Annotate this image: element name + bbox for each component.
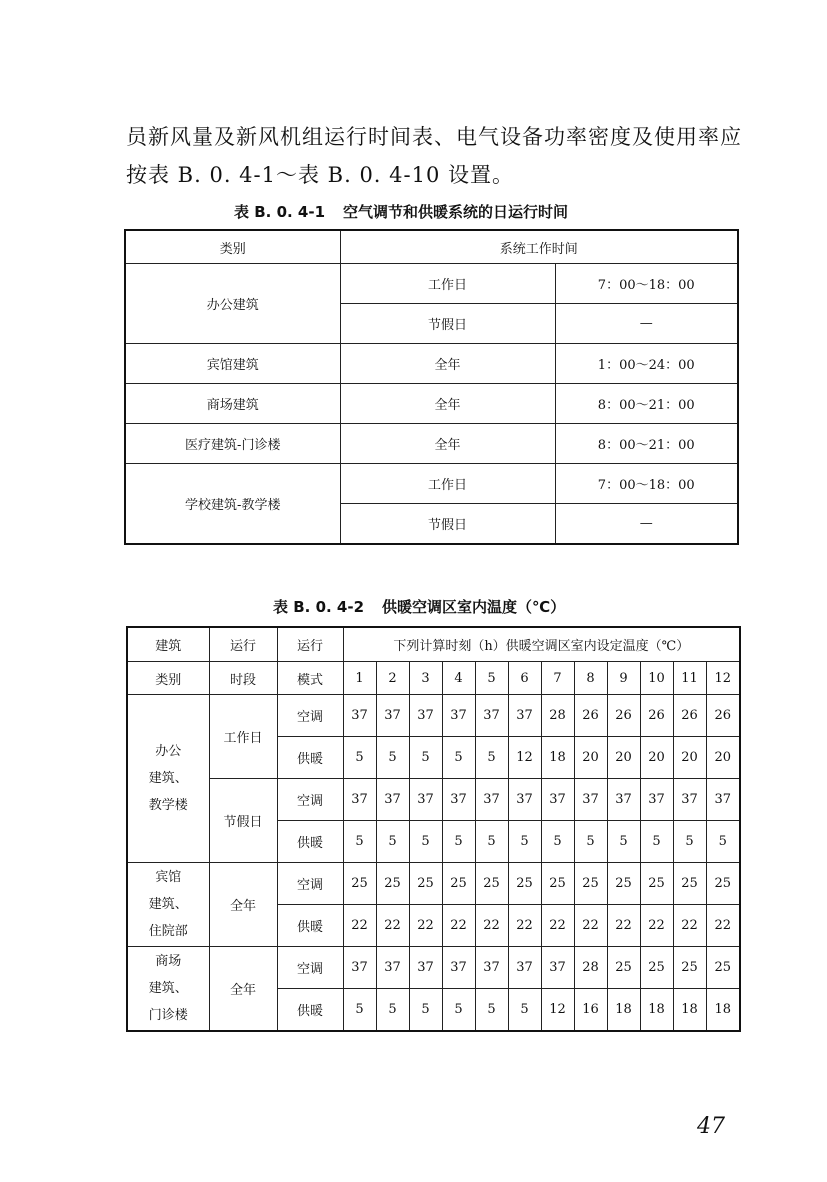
table2-value: 25 <box>442 863 475 905</box>
table2-value: 37 <box>376 947 409 989</box>
table2-building-type-line: 宾馆 <box>155 870 182 885</box>
table1-title: 空气调节和供暖系统的日运行时间 <box>343 203 569 221</box>
table-row <box>125 264 738 304</box>
table2-value: 25 <box>706 863 740 905</box>
table2-value: 37 <box>607 779 640 821</box>
table2-value: 25 <box>541 863 574 905</box>
intro-line-2: 按表 B. 0. 4-1～表 B. 0. 4-10 设置。 <box>126 163 515 187</box>
table2-mode: 空调 <box>277 695 343 737</box>
table2-value: 25 <box>607 863 640 905</box>
table1-period: 全年 <box>340 344 555 384</box>
table2-building-type <box>127 695 209 863</box>
table2-value: 37 <box>508 947 541 989</box>
table2-value: 12 <box>541 989 574 1032</box>
table2-building-type <box>127 863 209 947</box>
table2-value: 26 <box>574 695 607 737</box>
table2-value: 18 <box>607 989 640 1032</box>
table1-category: 学校建筑-教学楼 <box>125 464 340 545</box>
table2-value: 5 <box>475 821 508 863</box>
table1-category: 商场建筑 <box>125 384 340 424</box>
table2-value: 25 <box>574 863 607 905</box>
table1-category: 办公建筑 <box>125 264 340 344</box>
table2-value: 22 <box>706 905 740 947</box>
table2-value: 25 <box>508 863 541 905</box>
table2-value: 20 <box>574 737 607 779</box>
table2-value: 37 <box>475 695 508 737</box>
table2-value: 37 <box>442 695 475 737</box>
table2-building-type-line: 住院部 <box>148 924 188 939</box>
table2-value: 5 <box>442 821 475 863</box>
table2-value: 37 <box>409 695 442 737</box>
table2-value: 5 <box>673 821 706 863</box>
table2-value: 5 <box>706 821 740 863</box>
table2-value: 22 <box>607 905 640 947</box>
table2-hour-header: 11 <box>673 662 706 695</box>
table2-value: 5 <box>442 989 475 1032</box>
table2-value: 26 <box>706 695 740 737</box>
table2-title: 供暖空调区室内温度（℃） <box>382 598 566 616</box>
table2-indoor-temperature <box>126 626 741 1032</box>
table2-value: 5 <box>640 821 673 863</box>
table1-time: 1：00～24：00 <box>555 344 738 384</box>
table2-header-period-line2: 时段 <box>209 662 277 695</box>
table1-time: 7：00～18：00 <box>555 264 738 304</box>
intro-paragraph <box>126 118 746 194</box>
table1-time: 8：00～21：00 <box>555 384 738 424</box>
table2-hour-header: 1 <box>343 662 376 695</box>
table2-value: 25 <box>673 863 706 905</box>
table2-value: 37 <box>409 779 442 821</box>
table2-value: 37 <box>475 947 508 989</box>
table2-header-hours-caption: 下列计算时刻（h）供暖空调区室内设定温度（℃） <box>343 627 740 662</box>
table-row <box>125 384 738 424</box>
table-row <box>125 464 738 504</box>
table2-value: 22 <box>574 905 607 947</box>
table2-value: 25 <box>673 947 706 989</box>
table-row <box>127 863 740 905</box>
table2-hour-header: 7 <box>541 662 574 695</box>
table2-value: 20 <box>607 737 640 779</box>
table1-period: 工作日 <box>340 264 555 304</box>
table2-value: 25 <box>409 863 442 905</box>
table2-header-building-type-line1: 建筑 <box>127 627 209 662</box>
table1-caption <box>234 201 568 222</box>
table2-value: 12 <box>508 737 541 779</box>
table2-value: 26 <box>640 695 673 737</box>
table2-value: 37 <box>409 947 442 989</box>
table2-value: 18 <box>541 737 574 779</box>
table2-building-type-line: 商场 <box>155 954 182 969</box>
table2-hour-header: 10 <box>640 662 673 695</box>
table2-header-period-line1: 运行 <box>209 627 277 662</box>
table1-period: 节假日 <box>340 304 555 344</box>
table1-time: — <box>555 304 738 344</box>
table2-value: 22 <box>673 905 706 947</box>
table2-value: 22 <box>508 905 541 947</box>
table2-value: 5 <box>376 821 409 863</box>
table2-mode: 供暖 <box>277 737 343 779</box>
table1-number: 表 B. 0. 4-1 <box>234 203 326 221</box>
table2-value: 18 <box>673 989 706 1032</box>
table2-value: 37 <box>376 779 409 821</box>
table1-period: 节假日 <box>340 504 555 545</box>
table2-value: 16 <box>574 989 607 1032</box>
table2-value: 25 <box>706 947 740 989</box>
table2-value: 5 <box>343 989 376 1032</box>
table2-value: 5 <box>475 989 508 1032</box>
table2-hour-header: 5 <box>475 662 508 695</box>
table2-period: 节假日 <box>209 779 277 863</box>
table2-value: 5 <box>409 989 442 1032</box>
table2-value: 5 <box>376 737 409 779</box>
table2-value: 5 <box>508 989 541 1032</box>
table-row <box>127 947 740 989</box>
table2-value: 37 <box>640 779 673 821</box>
table-row <box>127 779 740 821</box>
table1-header-category: 类别 <box>125 230 340 264</box>
table2-value: 37 <box>343 947 376 989</box>
table2-value: 20 <box>640 737 673 779</box>
table2-value: 5 <box>475 737 508 779</box>
table2-value: 22 <box>640 905 673 947</box>
table2-building-type-line: 门诊楼 <box>148 1008 188 1023</box>
table2-value: 22 <box>475 905 508 947</box>
table2-value: 25 <box>607 947 640 989</box>
table2-period: 全年 <box>209 947 277 1032</box>
table1-category: 医疗建筑-门诊楼 <box>125 424 340 464</box>
table2-value: 28 <box>541 695 574 737</box>
table2-value: 37 <box>442 779 475 821</box>
table2-value: 37 <box>706 779 740 821</box>
table2-mode: 供暖 <box>277 905 343 947</box>
table2-building-type-line: 建筑、 <box>148 897 188 912</box>
table2-value: 37 <box>343 695 376 737</box>
table2-hour-header: 12 <box>706 662 740 695</box>
table2-header-mode-line2: 模式 <box>277 662 343 695</box>
table2-value: 37 <box>376 695 409 737</box>
table1-time: — <box>555 504 738 545</box>
table2-value: 20 <box>706 737 740 779</box>
table1-period: 全年 <box>340 424 555 464</box>
page-number: 47 <box>697 1114 725 1139</box>
table2-value: 5 <box>574 821 607 863</box>
table1-period: 全年 <box>340 384 555 424</box>
table2-period: 全年 <box>209 863 277 947</box>
table2-value: 18 <box>640 989 673 1032</box>
table2-building-type <box>127 947 209 1032</box>
table2-mode: 空调 <box>277 863 343 905</box>
table1-time: 8：00～21：00 <box>555 424 738 464</box>
table2-hour-header: 4 <box>442 662 475 695</box>
table2-mode: 供暖 <box>277 821 343 863</box>
table2-hour-header: 6 <box>508 662 541 695</box>
table1-period: 工作日 <box>340 464 555 504</box>
table2-mode: 空调 <box>277 779 343 821</box>
table2-value: 25 <box>475 863 508 905</box>
table2-building-type-line: 建筑、 <box>148 981 188 996</box>
table2-value: 20 <box>673 737 706 779</box>
table2-hour-header: 3 <box>409 662 442 695</box>
table-row <box>127 695 740 737</box>
table2-value: 37 <box>343 779 376 821</box>
table2-value: 5 <box>607 821 640 863</box>
table1-category: 宾馆建筑 <box>125 344 340 384</box>
table2-value: 5 <box>376 989 409 1032</box>
table2-value: 37 <box>673 779 706 821</box>
table2-value: 22 <box>541 905 574 947</box>
table2-value: 25 <box>640 863 673 905</box>
table2-mode: 供暖 <box>277 989 343 1032</box>
table2-value: 22 <box>343 905 376 947</box>
table2-building-type-line: 办公 <box>155 744 182 759</box>
table2-header-building-type-line2: 类别 <box>127 662 209 695</box>
table2-header-mode-line1: 运行 <box>277 627 343 662</box>
table2-value: 26 <box>673 695 706 737</box>
table2-building-type-line: 建筑、 <box>148 771 188 786</box>
table2-value: 5 <box>343 737 376 779</box>
table2-value: 22 <box>409 905 442 947</box>
table2-value: 5 <box>541 821 574 863</box>
table2-value: 5 <box>442 737 475 779</box>
table2-value: 5 <box>409 737 442 779</box>
table2-value: 22 <box>442 905 475 947</box>
table2-value: 26 <box>607 695 640 737</box>
table2-value: 5 <box>508 821 541 863</box>
table2-number: 表 B. 0. 4-2 <box>273 598 365 616</box>
table-row <box>125 344 738 384</box>
table2-value: 5 <box>343 821 376 863</box>
table2-building-type-line: 教学楼 <box>148 798 188 813</box>
table2-value: 25 <box>376 863 409 905</box>
table2-value: 37 <box>475 779 508 821</box>
table2-period: 工作日 <box>209 695 277 779</box>
table2-value: 22 <box>376 905 409 947</box>
table2-mode: 空调 <box>277 947 343 989</box>
table2-hour-header: 8 <box>574 662 607 695</box>
table1-header-system-time: 系统工作时间 <box>340 230 738 264</box>
table2-value: 5 <box>409 821 442 863</box>
table2-value: 18 <box>706 989 740 1032</box>
table2-value: 37 <box>508 695 541 737</box>
table2-value: 37 <box>541 947 574 989</box>
table2-value: 25 <box>343 863 376 905</box>
table2-value: 25 <box>640 947 673 989</box>
table2-value: 28 <box>574 947 607 989</box>
intro-line-1: 员新风量及新风机组运行时间表、电气设备功率密度及使用率应 <box>126 125 742 149</box>
table2-caption <box>273 596 565 617</box>
table-row <box>125 424 738 464</box>
table1-operating-hours <box>124 229 739 545</box>
table2-hour-header: 9 <box>607 662 640 695</box>
table2-value: 37 <box>508 779 541 821</box>
table2-hour-header: 2 <box>376 662 409 695</box>
table2-value: 37 <box>442 947 475 989</box>
table2-value: 37 <box>541 779 574 821</box>
table1-time: 7：00～18：00 <box>555 464 738 504</box>
table2-value: 37 <box>574 779 607 821</box>
